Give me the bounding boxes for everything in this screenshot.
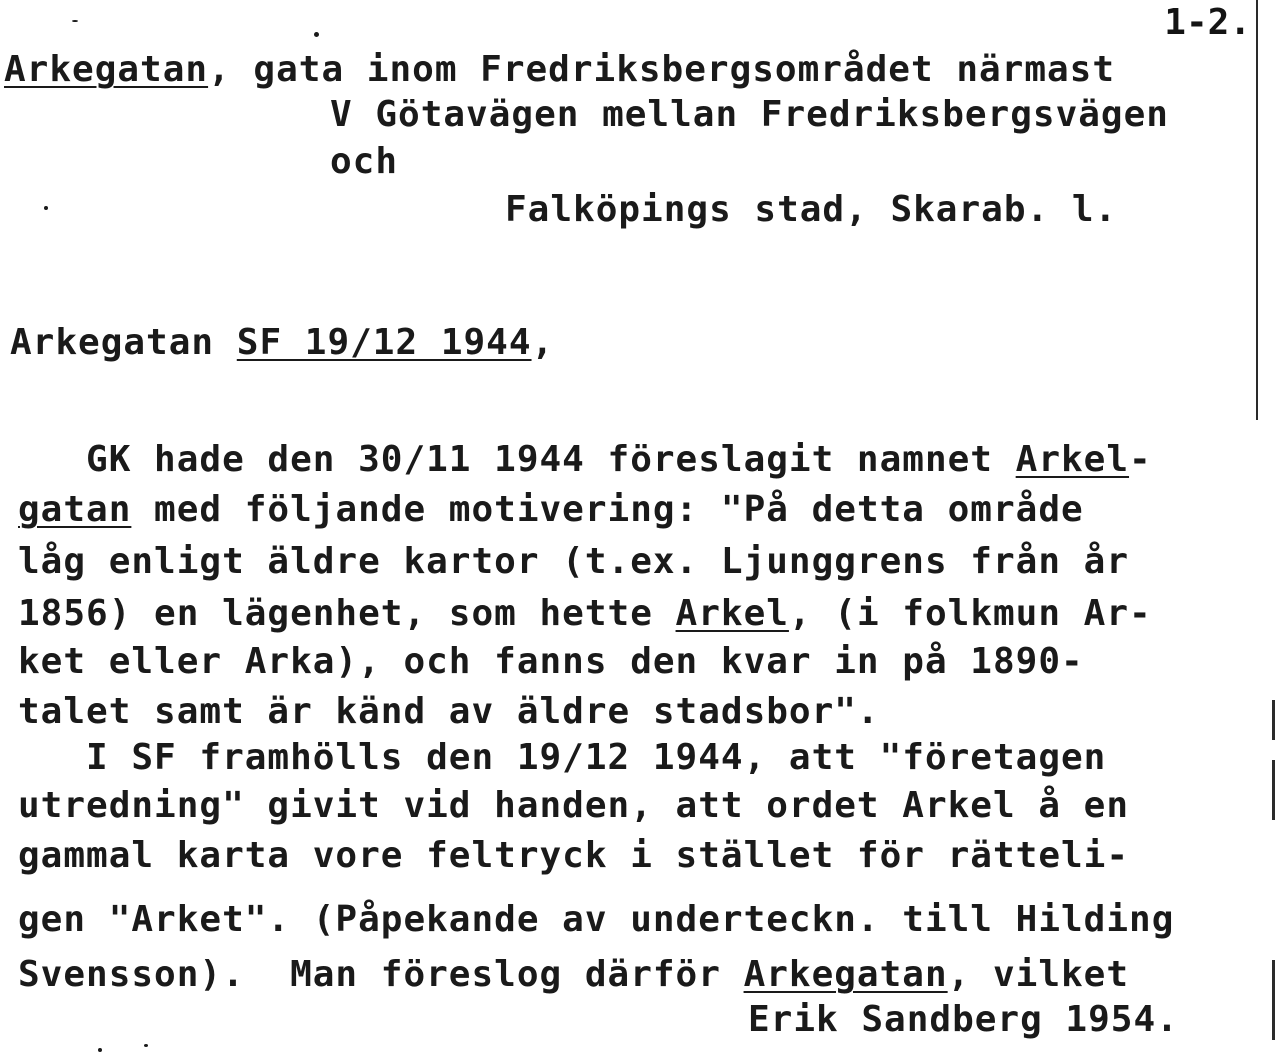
edge-mark <box>1272 960 1275 1040</box>
decision-trailing: , <box>531 322 555 363</box>
page-number: 1-2. <box>1164 2 1251 43</box>
body-line-9: gammal karta vore feltryck i stället för rätteli- <box>18 835 1130 876</box>
header-line-1 <box>4 50 1115 90</box>
body-line-1 <box>18 440 1152 480</box>
body-line-3: låg enligt äldre kartor (t.ex. Ljunggrens från år <box>18 541 1130 582</box>
body-line-4 <box>18 594 1152 634</box>
ink-speck <box>72 20 78 22</box>
ink-speck <box>314 32 319 37</box>
decision-reference: SF 19/12 1944 <box>236 322 532 363</box>
body-text: , vilket <box>947 954 1130 995</box>
body-line-7: I SF framhölls den 19/12 1944, att "företagen <box>18 737 1107 778</box>
ink-speck <box>144 1044 148 1047</box>
body-line-10: gen "Arket". (Påpekande av underteckn. till Hilding <box>18 899 1175 940</box>
edge-mark <box>1272 700 1275 740</box>
underlined-name: Arkel <box>1015 439 1130 480</box>
body-line-8: utredning" givit vid handen, att ordet Arkel å en <box>18 785 1130 826</box>
underlined-name: Arkegatan <box>743 954 948 995</box>
body-text: Svensson). Man föreslog därför <box>18 954 744 995</box>
ink-speck <box>44 206 48 210</box>
header-line-3: och <box>330 141 399 182</box>
header-line-2: V Götavägen mellan Fredriksbergsvägen <box>330 94 1169 135</box>
hyphen: - <box>1129 439 1152 480</box>
underlined-name: Arkel <box>675 593 789 634</box>
ink-speck <box>98 1048 102 1052</box>
card-edge-rule <box>1256 0 1258 420</box>
body-text: med följande motivering: "På detta område <box>131 489 1084 530</box>
signature: Erik Sandberg 1954. <box>748 999 1179 1040</box>
street-name: Arkegatan <box>4 49 209 90</box>
body-line-5: ket eller Arka), och fanns den kvar in på 1890- <box>18 641 1084 682</box>
body-text: GK hade den 30/11 1944 föreslagit namnet <box>18 439 1016 480</box>
body-line-2 <box>18 490 1084 530</box>
decision-line <box>10 323 554 363</box>
header-location: Falköpings stad, Skarab. l. <box>505 189 1118 230</box>
body-line-11 <box>18 955 1129 995</box>
decision-name: Arkegatan <box>10 322 215 363</box>
body-text: , (i folkmun Ar- <box>788 593 1152 634</box>
edge-mark <box>1272 760 1275 820</box>
underlined-name: gatan <box>18 489 132 530</box>
street-description: , gata inom Fredriksbergsområdet närmast <box>208 49 1116 90</box>
body-line-6: talet samt är känd av äldre stadsbor". <box>18 691 880 732</box>
body-text: 1856) en lägenhet, som hette <box>18 593 676 634</box>
